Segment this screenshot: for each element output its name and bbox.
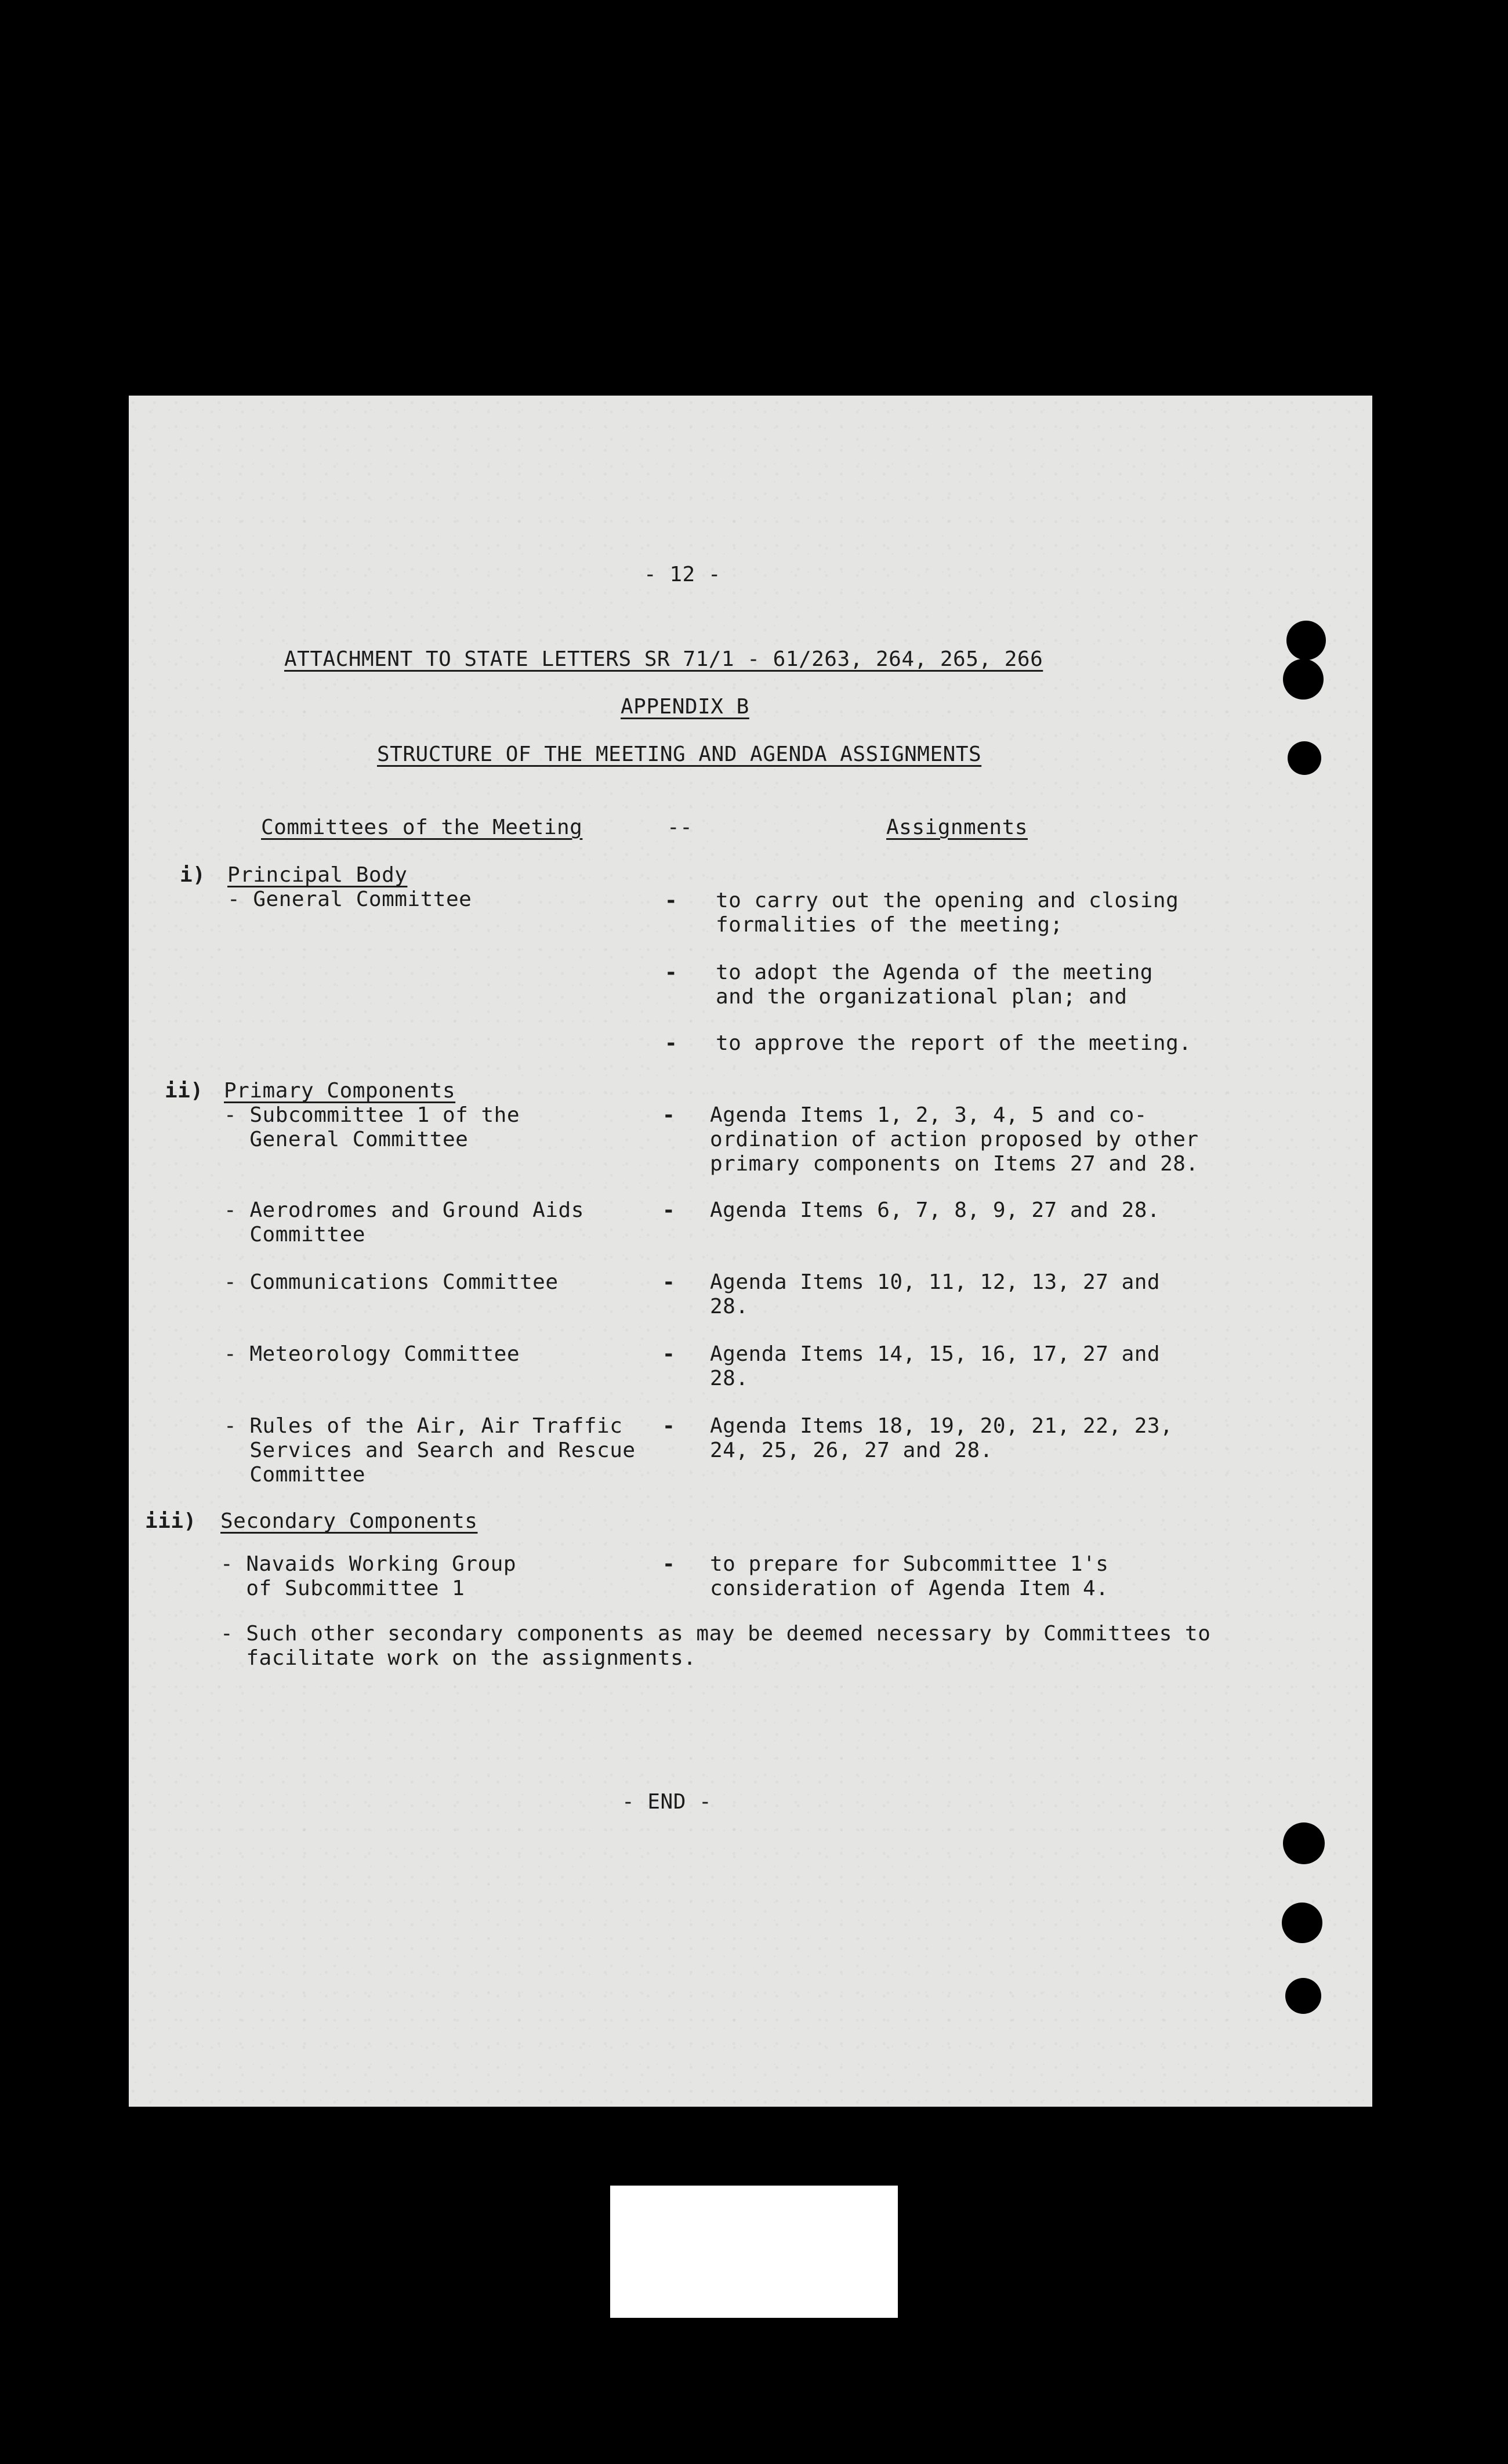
attachment-title: ATTACHMENT TO STATE LETTERS SR 71/1 - 61/263, 264, 265, 266 (284, 647, 1043, 671)
committee-subcommittee-1: - Subcommittee 1 of the General Committee (224, 1103, 520, 1151)
assignment-dash: - (662, 1414, 675, 1438)
column-heading-assignments: Assignments (886, 816, 1028, 839)
assignment-dash: - (665, 889, 677, 912)
assignment-dash: - (662, 1198, 675, 1222)
committee-communications: - Communications Committee (224, 1270, 559, 1294)
punch-hole (1286, 621, 1326, 660)
section-ii-heading: Primary Components (224, 1079, 456, 1103)
punch-hole (1283, 659, 1324, 700)
blank-label-box (610, 2186, 898, 2318)
punch-hole (1282, 1903, 1322, 1943)
assignment-rules-of-the-air: Agenda Items 18, 19, 20, 21, 22, 23, 24, 25, 26, 27 and 28. (710, 1414, 1173, 1462)
section-iii-numeral: iii) (145, 1509, 197, 1533)
column-heading-separator: -- (667, 816, 693, 839)
assignment-dash: - (662, 1552, 675, 1576)
assignment-navaids-working-group: to prepare for Subcommittee 1's consideration of Agenda Item 4. (710, 1552, 1109, 1600)
column-heading-committees: Committees of the Meeting (261, 816, 583, 839)
punch-hole (1283, 1822, 1325, 1864)
assignment-dash: - (665, 1031, 677, 1055)
section-iii-heading: Secondary Components (220, 1509, 478, 1533)
assignment-adopt-agenda: to adopt the Agenda of the meeting and the organizational plan; and (716, 961, 1153, 1009)
structure-title: STRUCTURE OF THE MEETING AND AGENDA ASSIGNMENTS (377, 742, 982, 766)
assignment-approve-report: to approve the report of the meeting. (716, 1031, 1192, 1055)
page-number: - 12 - (644, 563, 722, 586)
committee-meteorology: - Meteorology Committee (224, 1342, 520, 1366)
assignment-subcommittee-1: Agenda Items 1, 2, 3, 4, 5 and co- ordination of action proposed by other primary components on Items 27 and 28. (710, 1103, 1199, 1176)
assignment-communications: Agenda Items 10, 11, 12, 13, 27 and 28. (710, 1270, 1161, 1318)
punch-hole (1288, 741, 1321, 775)
section-i-numeral: i) (180, 863, 206, 887)
section-ii-numeral: ii) (165, 1079, 204, 1103)
assignment-dash: - (662, 1270, 675, 1294)
end-marker: - END - (622, 1790, 712, 1814)
assignment-opening-closing: to carry out the opening and closing formalities of the meeting; (716, 889, 1179, 937)
general-committee-label: - General Committee (227, 887, 472, 911)
committee-rules-of-the-air: - Rules of the Air, Air Traffic Services and Search and Rescue Committee (224, 1414, 636, 1487)
section-i-heading: Principal Body (227, 863, 408, 887)
assignment-dash: - (665, 961, 677, 984)
assignment-dash: - (662, 1103, 675, 1127)
committee-navaids-working-group: - Navaids Working Group of Subcommittee 1 (220, 1552, 516, 1600)
other-secondary-components: - Such other secondary components as may be deemed necessary by Committees to facilitate work on the assignments. (220, 1622, 1211, 1670)
punch-hole (1285, 1978, 1321, 2014)
assignment-dash: - (662, 1342, 675, 1366)
appendix-label: APPENDIX B (621, 695, 749, 719)
committee-aerodromes: - Aerodromes and Ground Aids Committee (224, 1198, 584, 1247)
assignment-meteorology: Agenda Items 14, 15, 16, 17, 27 and 28. (710, 1342, 1161, 1390)
assignment-aerodromes: Agenda Items 6, 7, 8, 9, 27 and 28. (710, 1198, 1161, 1222)
